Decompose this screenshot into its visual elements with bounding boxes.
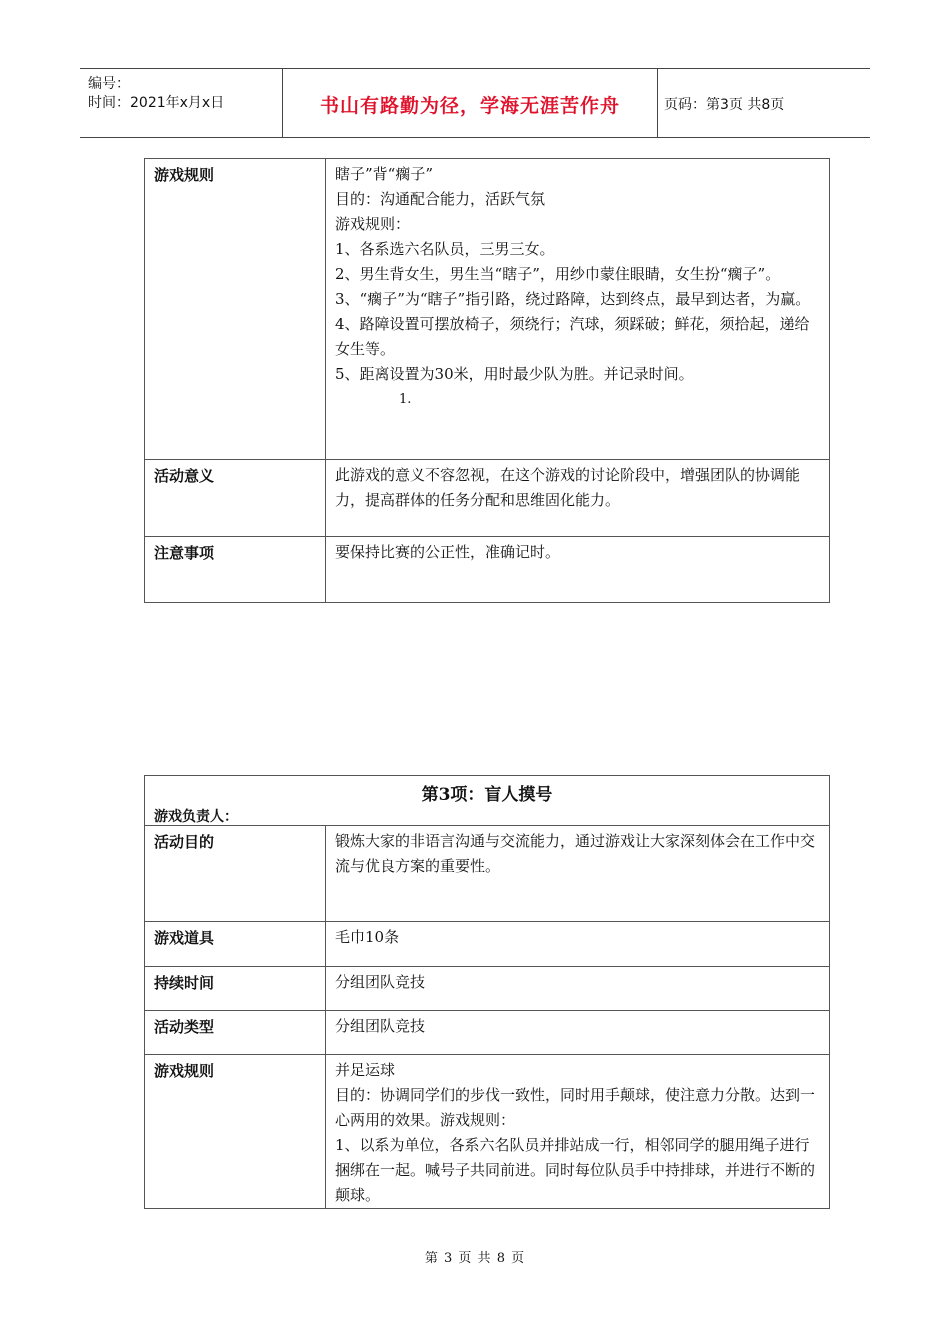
rules-content xyxy=(335,162,821,412)
doc-number-label: 编号： xyxy=(88,76,130,92)
rules-label: 游戏规则 xyxy=(154,166,215,184)
rules-content xyxy=(335,1058,821,1208)
rules-line: 3、“瘸子”为“瞎子”指引路，绕过路障，达到终点，最早到达者，为赢。 xyxy=(335,290,811,308)
activity-table-3 xyxy=(144,775,830,1209)
header-motto-cell xyxy=(282,69,658,137)
purpose-text: 锻炼大家的非语言沟通与交流能力，通过游戏让大家深刻体会在工作中交流与优良方案的重要性。 xyxy=(335,832,816,875)
table-row-props xyxy=(145,921,829,966)
props-label: 游戏道具 xyxy=(154,929,215,947)
rules-line: 4、路障设置可摆放椅子，须绕行；汽球，须踩破；鲜花，须拾起，递给女生等。 xyxy=(335,315,810,358)
row-label-cell xyxy=(145,537,326,602)
props-text: 毛巾10条 xyxy=(335,928,400,946)
duration-label: 持续时间 xyxy=(154,974,215,992)
notes-label: 注意事项 xyxy=(154,544,215,562)
rules-line: 瞎子”背“瘸子” xyxy=(335,165,434,183)
document-header xyxy=(80,68,870,138)
header-page-code: 页码：第3页 共8页 xyxy=(664,97,785,113)
table-row-meaning xyxy=(145,459,829,536)
activity-title: 第3项：盲人摸号 xyxy=(421,785,553,805)
duration-text: 分组团队竞技 xyxy=(335,973,426,991)
header-meta xyxy=(80,69,282,137)
row-label-cell xyxy=(145,922,326,966)
notes-text: 要保持比赛的公正性，准确记时。 xyxy=(335,543,561,561)
rules-line: 并足运球 xyxy=(335,1061,396,1079)
table-row-type xyxy=(145,1010,829,1054)
row-label-cell xyxy=(145,460,326,536)
page-footer: 第 3 页 共 8 页 xyxy=(424,1251,526,1266)
header-page-cell xyxy=(656,69,870,137)
row-label-cell xyxy=(145,1055,326,1208)
purpose-label: 活动目的 xyxy=(154,833,215,851)
table-row-rules xyxy=(145,1054,829,1208)
rules-line: 游戏规则： xyxy=(335,215,411,233)
table-row-rules xyxy=(145,159,829,459)
rules-list-number: 1. xyxy=(399,392,412,407)
row-label-cell xyxy=(145,159,326,459)
row-label-cell xyxy=(145,1011,326,1054)
rules-label: 游戏规则 xyxy=(154,1062,215,1080)
rules-line: 1、以系为单位，各系六名队员并排站成一行，相邻同学的腿用绳子进行捆绑在一起。喊号子共同前进。同时每位队员手中持排球，并进行不断的颠球。 xyxy=(335,1136,816,1204)
rules-line: 5、距离设置为30米，用时最少队为胜。并记录时间。 xyxy=(335,365,694,383)
type-label: 活动类型 xyxy=(154,1018,215,1036)
rules-line: 2、男生背女生，男生当“瞎子”，用纱巾蒙住眼睛，女生扮“瘸子”。 xyxy=(335,265,781,283)
row-label-cell xyxy=(145,967,326,1010)
rules-line: 1、各系选六名队员，三男三女。 xyxy=(335,240,555,258)
meaning-label: 活动意义 xyxy=(154,467,215,485)
table-row-duration xyxy=(145,966,829,1010)
type-text: 分组团队竞技 xyxy=(335,1017,426,1035)
activity-table-2-continued xyxy=(144,158,830,603)
table-row-purpose xyxy=(145,825,829,921)
meaning-text: 此游戏的意义不容忽视，在这个游戏的讨论阶段中，增强团队的协调能力，提高群体的任务分配和思维固化能力。 xyxy=(335,466,801,509)
doc-date-label: 时间：2021年x月x日 xyxy=(88,95,225,111)
rules-line: 目的：沟通配合能力，活跃气氛 xyxy=(335,190,546,208)
table-title-row xyxy=(145,776,829,825)
table-row-notes xyxy=(145,536,829,602)
header-motto: 书山有路勤为径，学海无涯苦作舟 xyxy=(319,95,620,117)
rules-line: 目的：协调同学们的步伐一致性，同时用手颠球，使注意力分散。达到一心两用的效果。游戏规则： xyxy=(335,1086,816,1129)
leader-label: 游戏负责人： xyxy=(154,809,238,825)
row-label-cell xyxy=(145,826,326,921)
